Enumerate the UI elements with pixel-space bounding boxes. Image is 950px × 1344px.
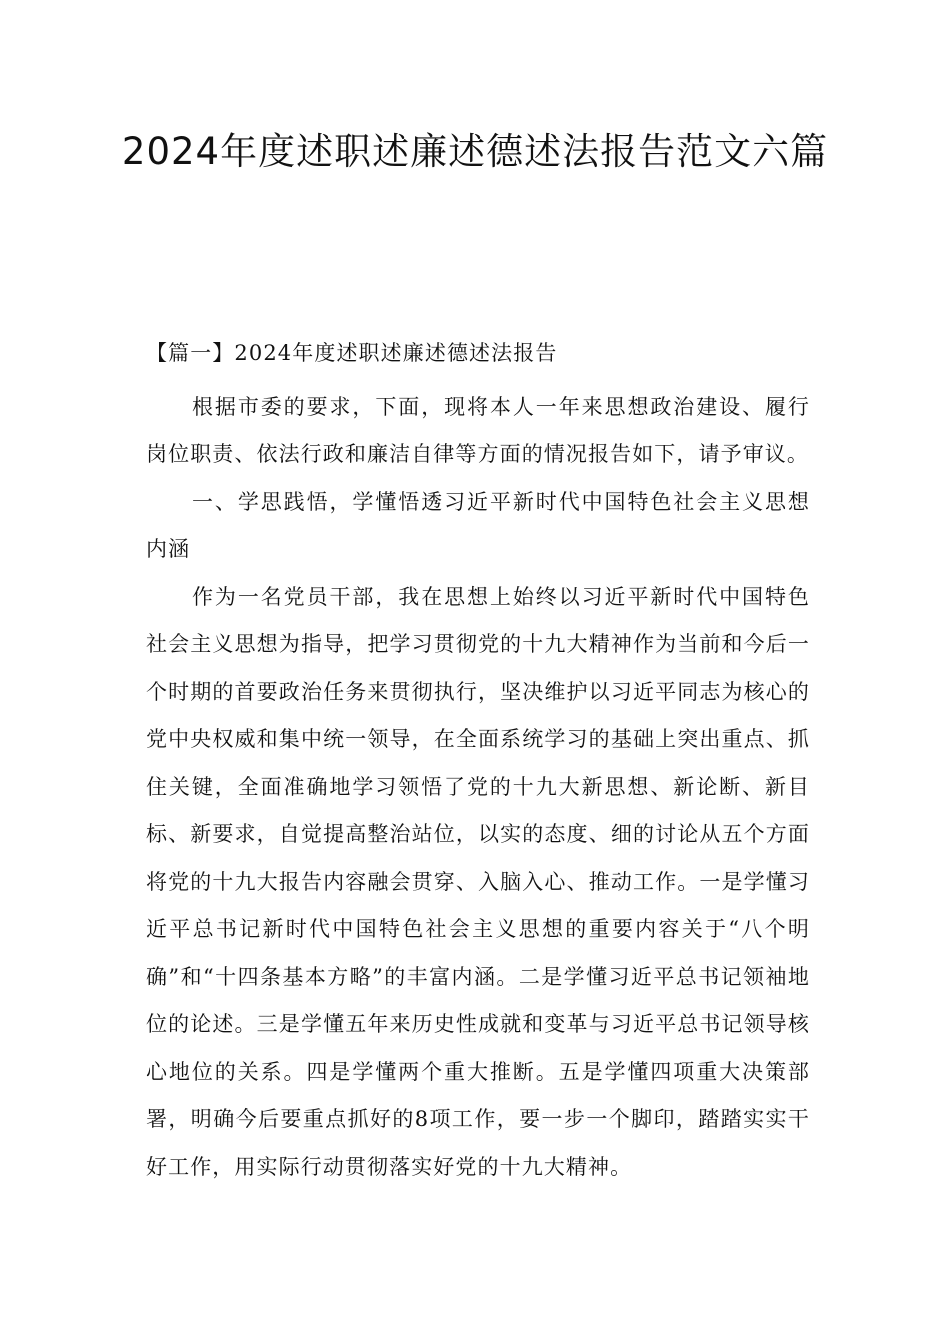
paragraph-body-one: 作为一名党员干部，我在思想上始终以习近平新时代中国特色社会主义思想为指导，把学习贯彻党的十九大精神作为当前和今后一个时期的首要政治任务来贯彻执行，坚决维护以习近平同志为核心的党中央权威和集中统一领导，在全面系统学习的基础上突出重点、抓住关键，全面准确地学习领悟了党的十九大新思想、新论断、新目标、新要求，自觉提高整治站位，以实的态度、细的讨论从五个方面将党的十九大报告内容融会贯穿、入脑入心、推动工作。一是学懂习近平总书记新时代中国特色社会主义思想的重要内容关于“八个明确”和“十四条基本方略”的丰富内涵。二是学懂习近平总书记领袖地位的论述。三是学懂五年来历史性成就和变革与习近平总书记领导核心地位的关系。四是学懂两个重大推断。五是学懂四项重大决策部署，明确今后要重点抓好的8项工作，要一步一个脚印，踏踏实实干好工作，用实际行动贯彻落实好党的十九大精神。 bbox=[146, 584, 810, 1179]
document-title: 2024年度述职述廉述德述法报告范文六篇 bbox=[121, 130, 829, 173]
paragraph-intro: 根据市委的要求，下面，现将本人一年来思想政治建设、履行岗位职责、依法行政和廉洁自律等方面的情况报告如下，请予审议。 bbox=[146, 394, 810, 466]
document-body bbox=[146, 330, 810, 1191]
paragraph-heading-one: 一、学思践悟，学懂悟透习近平新时代中国特色社会主义思想内涵 bbox=[146, 489, 810, 561]
section-heading: 【篇一】2024年度述职述廉述德述法报告 bbox=[146, 341, 558, 365]
